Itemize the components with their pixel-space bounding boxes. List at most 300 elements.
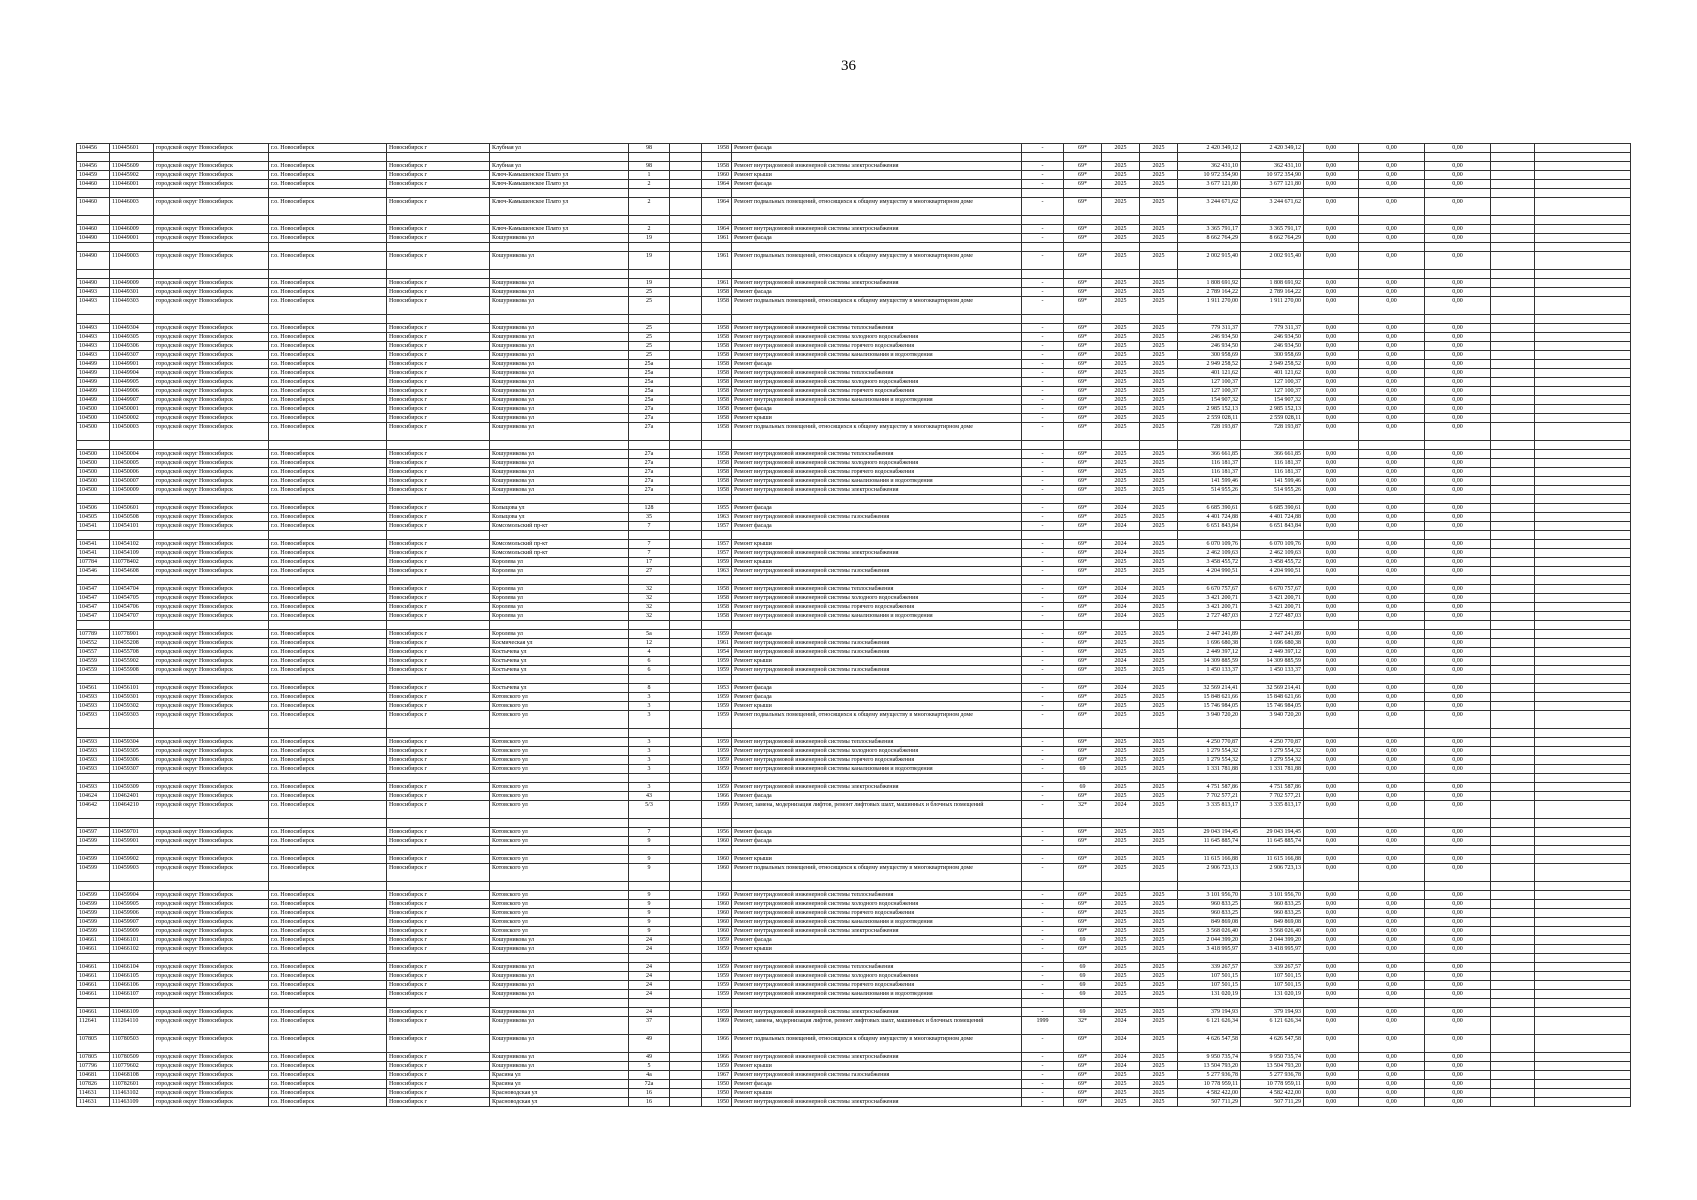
table-cell: 110450004	[110, 450, 154, 459]
table-cell: Кошурникова ул	[490, 387, 629, 396]
table-cell	[1535, 234, 1631, 243]
table-cell: -	[1022, 936, 1064, 945]
table-cell: -	[1022, 783, 1064, 792]
spacer-cell	[1140, 495, 1178, 504]
table-cell: 1 911 270,00	[1241, 297, 1304, 315]
table-row	[77, 738, 1631, 747]
spacer-cell	[1064, 729, 1102, 738]
table-cell: Ремонт внутридомовой инженерной системы канализования и водоотведения	[732, 765, 1022, 774]
spacer-cell	[702, 882, 732, 891]
table-cell: 2025	[1140, 144, 1178, 153]
spacer-cell	[1022, 243, 1064, 252]
table-cell: 110450601	[110, 504, 154, 513]
table-cell: 0,00	[1359, 504, 1425, 513]
table-cell: 0,00	[1359, 171, 1425, 180]
table-cell: 0,00	[1304, 909, 1359, 918]
table-cell: г.о. Новосибирск	[269, 891, 387, 900]
table-cell: г.о. Новосибирск	[269, 1080, 387, 1089]
table-cell	[1535, 1008, 1631, 1017]
table-cell: 110459309	[110, 783, 154, 792]
table-cell: 1960	[702, 864, 732, 882]
table-cell: Новосибирск г	[387, 1080, 490, 1089]
table-cell: 2025	[1140, 324, 1178, 333]
table-cell: 110449009	[110, 279, 154, 288]
table-cell: 0,00	[1425, 612, 1491, 621]
spacer-cell	[1178, 999, 1241, 1008]
table-cell: г.о. Новосибирск	[269, 504, 387, 513]
table-cell: г.о. Новосибирск	[269, 468, 387, 477]
table-cell: г.о. Новосибирск	[269, 405, 387, 414]
table-cell: 110449303	[110, 297, 154, 315]
table-cell: 72а	[629, 1080, 670, 1089]
table-cell: 0,00	[1425, 648, 1491, 657]
table-cell: 0,00	[1304, 1071, 1359, 1080]
table-cell: Новосибирск г	[387, 603, 490, 612]
table-cell: 69*	[1064, 612, 1102, 621]
table-cell: 69*	[1064, 684, 1102, 693]
table-cell: 1958	[702, 144, 732, 153]
table-cell: 0,00	[1359, 450, 1425, 459]
spacer-cell	[629, 729, 670, 738]
spacer-cell	[1064, 576, 1102, 585]
table-cell: г.о. Новосибирск	[269, 333, 387, 342]
table-cell	[1535, 1080, 1631, 1089]
table-cell: 2025	[1140, 333, 1178, 342]
table-cell: 1961	[702, 234, 732, 243]
table-cell: 107805	[77, 1035, 110, 1053]
table-cell: 0,00	[1425, 522, 1491, 531]
table-cell: Комсомольский пр-кт	[490, 540, 629, 549]
table-row	[77, 801, 1631, 819]
table-cell: городской округ Новосибирск	[154, 900, 269, 909]
table-cell: Ремонт внутридомовой инженерной системы канализования и водоотведения	[732, 918, 1022, 927]
spacer-cell	[1022, 621, 1064, 630]
table-cell: 2024	[1102, 522, 1140, 531]
spacer-cell	[1064, 270, 1102, 279]
spacer-cell	[269, 495, 387, 504]
table-cell: 0,00	[1359, 630, 1425, 639]
table-cell: 10 778 959,11	[1178, 1080, 1241, 1089]
spacer-cell	[1359, 621, 1425, 630]
table-cell: 2 462 109,63	[1241, 549, 1304, 558]
table-cell: Кошурникова ул	[490, 396, 629, 405]
spacer-cell	[269, 729, 387, 738]
table-cell	[1491, 279, 1535, 288]
table-cell: городской округ Новосибирск	[154, 1089, 269, 1098]
table-cell: 366 661,85	[1178, 450, 1241, 459]
table-cell: Ремонт внутридомовой инженерной системы холодного водоснабжения	[732, 459, 1022, 468]
spacer-cell	[1022, 576, 1064, 585]
table-cell	[670, 747, 702, 756]
table-cell: -	[1022, 351, 1064, 360]
table-cell: 1958	[702, 378, 732, 387]
table-cell: Новосибирск г	[387, 513, 490, 522]
table-cell: 107 501,15	[1241, 981, 1304, 990]
spacer-cell	[110, 315, 154, 324]
table-cell: 27а	[629, 477, 670, 486]
table-cell: Костычева ул	[490, 657, 629, 666]
table-cell: 2025	[1140, 738, 1178, 747]
table-cell: 110459903	[110, 864, 154, 882]
table-cell: Новосибирск г	[387, 297, 490, 315]
table-cell	[1491, 801, 1535, 819]
table-cell: -	[1022, 981, 1064, 990]
spacer-cell	[1491, 846, 1535, 855]
table-cell: 104499	[77, 396, 110, 405]
table-cell: 2025	[1102, 342, 1140, 351]
table-cell: 10 972 354,90	[1178, 171, 1241, 180]
table-row	[77, 171, 1631, 180]
table-cell	[1491, 792, 1535, 801]
table-cell: 69*	[1064, 522, 1102, 531]
spacer-cell	[269, 270, 387, 279]
table-cell: городской округ Новосибирск	[154, 369, 269, 378]
table-cell: 1959	[702, 657, 732, 666]
spacer-cell	[1359, 954, 1425, 963]
table-cell: 1964	[702, 198, 732, 216]
table-cell: 25а	[629, 369, 670, 378]
table-cell: -	[1022, 792, 1064, 801]
spacer-cell	[1241, 729, 1304, 738]
table-cell: -	[1022, 540, 1064, 549]
table-cell: 110454101	[110, 522, 154, 531]
table-cell: Ремонт фасада	[732, 180, 1022, 189]
table-cell: 2025	[1102, 1071, 1140, 1080]
table-cell: Новосибирск г	[387, 783, 490, 792]
table-cell: 0,00	[1304, 594, 1359, 603]
table-cell: 0,00	[1304, 747, 1359, 756]
table-cell: Ремонт внутридомовой инженерной системы канализования и водоотведения	[732, 990, 1022, 999]
spacer-cell	[1140, 729, 1178, 738]
table-cell: 2024	[1102, 684, 1140, 693]
table-cell: городской округ Новосибирск	[154, 792, 269, 801]
spacer-cell	[1102, 495, 1140, 504]
table-cell: 2025	[1140, 837, 1178, 846]
table-cell: 2 002 915,40	[1241, 252, 1304, 270]
table-cell: г.о. Новосибирск	[269, 513, 387, 522]
table-cell: -	[1022, 585, 1064, 594]
table-cell: Новосибирск г	[387, 927, 490, 936]
table-cell	[1491, 666, 1535, 675]
table-cell: 3 940 720,20	[1241, 711, 1304, 729]
table-cell: Ремонт внутридомовой инженерной системы горячего водоснабжения	[732, 909, 1022, 918]
table-cell	[1535, 378, 1631, 387]
table-cell: Ремонт фасада	[732, 828, 1022, 837]
spacer-cell	[269, 999, 387, 1008]
spacer-cell	[1304, 243, 1359, 252]
table-row	[77, 693, 1631, 702]
table-cell: 0,00	[1304, 612, 1359, 621]
table-cell: -	[1022, 378, 1064, 387]
table-cell: 43	[629, 792, 670, 801]
spacer-cell	[1491, 531, 1535, 540]
spacer-cell	[269, 531, 387, 540]
spacer-cell	[1491, 315, 1535, 324]
table-cell: 2025	[1140, 1089, 1178, 1098]
table-cell: 0,00	[1359, 864, 1425, 882]
spacer-cell	[387, 954, 490, 963]
table-cell: 0,00	[1425, 504, 1491, 513]
table-cell: 3 940 720,20	[1178, 711, 1241, 729]
table-cell: Ремонт подвальных помещений, относящихся к общему имуществу в многоквартирном доме	[732, 711, 1022, 729]
table-cell: Ремонт подвальных помещений, относящихся к общему имуществу в многоквартирном доме	[732, 1035, 1022, 1053]
table-cell: 131 020,19	[1178, 990, 1241, 999]
table-cell: 4 250 770,87	[1178, 738, 1241, 747]
table-cell: 2025	[1102, 558, 1140, 567]
table-cell: 2025	[1140, 603, 1178, 612]
table-cell: 110456101	[110, 684, 154, 693]
table-cell: Новосибирск г	[387, 279, 490, 288]
table-cell: 2025	[1102, 414, 1140, 423]
spacer-cell	[1064, 531, 1102, 540]
table-cell: -	[1022, 279, 1064, 288]
table-cell: 3 421 200,71	[1241, 594, 1304, 603]
table-cell: городской округ Новосибирск	[154, 468, 269, 477]
table-cell: 2025	[1140, 522, 1178, 531]
table-cell: 0,00	[1304, 477, 1359, 486]
table-cell: 1959	[702, 972, 732, 981]
table-cell: 0,00	[1304, 486, 1359, 495]
table-cell: 2 447 241,89	[1241, 630, 1304, 639]
table-cell	[1491, 990, 1535, 999]
table-cell: г.о. Новосибирск	[269, 990, 387, 999]
table-cell: 2025	[1102, 225, 1140, 234]
table-cell	[1491, 522, 1535, 531]
table-cell: 127 100,37	[1241, 378, 1304, 387]
table-cell: 1959	[702, 666, 732, 675]
table-cell: Костычева ул	[490, 684, 629, 693]
spacer-cell	[1064, 495, 1102, 504]
table-cell: 1955	[702, 504, 732, 513]
spacer-cell	[1359, 189, 1425, 198]
table-cell: 2025	[1102, 864, 1140, 882]
table-cell	[1535, 1035, 1631, 1053]
table-cell: городской округ Новосибирск	[154, 342, 269, 351]
table-cell: городской округ Новосибирск	[154, 837, 269, 846]
table-cell: г.о. Новосибирск	[269, 1098, 387, 1107]
table-cell	[1535, 423, 1631, 441]
spacer-cell	[154, 315, 269, 324]
spacer-cell	[1241, 999, 1304, 1008]
spacer-cell	[1022, 216, 1064, 225]
table-cell: 7	[629, 828, 670, 837]
spacer-cell	[110, 216, 154, 225]
table-cell: г.о. Новосибирск	[269, 477, 387, 486]
table-cell: 110778402	[110, 558, 154, 567]
spacer-cell	[1425, 675, 1491, 684]
table-cell: 69*	[1064, 630, 1102, 639]
table-cell: 16	[629, 1089, 670, 1098]
table-cell: 0,00	[1359, 180, 1425, 189]
table-cell: 401 121,62	[1241, 369, 1304, 378]
table-cell: 1999	[702, 801, 732, 819]
table-cell: 2024	[1102, 801, 1140, 819]
table-cell: 107805	[77, 1053, 110, 1062]
table-cell: 1958	[702, 414, 732, 423]
table-cell: Новосибирск г	[387, 423, 490, 441]
spacer-cell	[1102, 216, 1140, 225]
table-cell: 2025	[1102, 702, 1140, 711]
table-cell: 1960	[702, 927, 732, 936]
table-cell: г.о. Новосибирск	[269, 549, 387, 558]
spacer-cell	[490, 576, 629, 585]
table-cell: 0,00	[1425, 342, 1491, 351]
table-cell: 0,00	[1425, 630, 1491, 639]
table-cell: г.о. Новосибирск	[269, 1062, 387, 1071]
spacer-cell	[1064, 243, 1102, 252]
table-cell: 107789	[77, 630, 110, 639]
table-cell: 2025	[1102, 171, 1140, 180]
spacer-cell	[1241, 243, 1304, 252]
table-cell: 0,00	[1425, 171, 1491, 180]
table-cell: 0,00	[1304, 918, 1359, 927]
table-row	[77, 567, 1631, 576]
table-cell: 6 651 843,84	[1178, 522, 1241, 531]
table-cell: городской округ Новосибирск	[154, 1017, 269, 1035]
spacer-cell	[1425, 576, 1491, 585]
table-cell	[670, 1017, 702, 1035]
table-cell: 7	[629, 522, 670, 531]
table-cell: 69	[1064, 963, 1102, 972]
table-cell: 24	[629, 990, 670, 999]
table-cell: 69*	[1064, 1071, 1102, 1080]
table-cell: 0,00	[1425, 567, 1491, 576]
table-cell: 0,00	[1359, 684, 1425, 693]
table-cell: 2025	[1140, 369, 1178, 378]
table-cell: 6 121 626,34	[1241, 1017, 1304, 1035]
table-cell: 4 401 724,88	[1178, 513, 1241, 522]
table-cell: Новосибирск г	[387, 288, 490, 297]
spacer-cell	[269, 189, 387, 198]
table-cell: 0,00	[1425, 792, 1491, 801]
table-cell: 104493	[77, 288, 110, 297]
spacer-cell	[1241, 495, 1304, 504]
table-cell: 2025	[1102, 972, 1140, 981]
table-row	[77, 891, 1631, 900]
table-cell: 2 420 349,12	[1178, 144, 1241, 153]
table-cell: 104541	[77, 549, 110, 558]
table-cell: -	[1022, 837, 1064, 846]
table-cell: 69*	[1064, 756, 1102, 765]
table-cell: 2025	[1140, 549, 1178, 558]
table-cell: 104500	[77, 450, 110, 459]
table-cell	[1491, 927, 1535, 936]
table-cell	[1491, 567, 1535, 576]
table-cell: 0,00	[1304, 1008, 1359, 1017]
spacer-cell	[77, 189, 110, 198]
spacer-cell	[1535, 315, 1631, 324]
spacer-cell	[1102, 819, 1140, 828]
spacer-cell	[1425, 999, 1491, 1008]
table-row	[77, 252, 1631, 270]
table-cell	[1491, 1053, 1535, 1062]
table-cell: -	[1022, 342, 1064, 351]
table-cell: 2025	[1140, 342, 1178, 351]
table-cell	[670, 468, 702, 477]
spacer-cell	[77, 531, 110, 540]
table-cell: г.о. Новосибирск	[269, 765, 387, 774]
table-cell: 110449907	[110, 396, 154, 405]
table-cell: 1959	[702, 783, 732, 792]
table-cell: Котовского ул	[490, 801, 629, 819]
spacer-cell	[670, 774, 702, 783]
table-cell: 107826	[77, 1080, 110, 1089]
table-cell: 2025	[1102, 333, 1140, 342]
table-cell: 110466104	[110, 963, 154, 972]
spacer-cell	[702, 621, 732, 630]
spacer-cell	[110, 441, 154, 450]
table-cell	[1535, 513, 1631, 522]
table-cell: Ремонт внутридомовой инженерной системы теплоснабжения	[732, 963, 1022, 972]
table-cell: 111264110	[110, 1017, 154, 1035]
table-cell: городской округ Новосибирск	[154, 585, 269, 594]
table-row	[77, 783, 1631, 792]
table-cell: 112641	[77, 1017, 110, 1035]
table-cell: 0,00	[1304, 180, 1359, 189]
table-cell: 1959	[702, 945, 732, 954]
table-cell: -	[1022, 468, 1064, 477]
table-row	[77, 927, 1631, 936]
table-cell	[1491, 486, 1535, 495]
table-cell	[1535, 144, 1631, 153]
table-cell: городской округ Новосибирск	[154, 756, 269, 765]
table-cell: Ремонт внутридомовой инженерной системы горячего водоснабжения	[732, 756, 1022, 765]
row-spacer	[77, 774, 1631, 783]
spacer-cell	[110, 882, 154, 891]
table-cell: 0,00	[1304, 927, 1359, 936]
table-cell: г.о. Новосибирск	[269, 801, 387, 819]
table-cell: 110468108	[110, 1071, 154, 1080]
table-cell: 2024	[1102, 612, 1140, 621]
table-cell: 69*	[1064, 585, 1102, 594]
table-cell	[670, 180, 702, 189]
table-cell: 2 420 349,12	[1241, 144, 1304, 153]
spacer-cell	[702, 153, 732, 162]
table-cell: 2025	[1102, 378, 1140, 387]
spacer-cell	[732, 621, 1022, 630]
spacer-cell	[732, 531, 1022, 540]
table-cell	[670, 414, 702, 423]
table-cell: 3 568 026,40	[1241, 927, 1304, 936]
table-cell	[1535, 171, 1631, 180]
table-cell: 2025	[1140, 279, 1178, 288]
table-cell: 2025	[1140, 1053, 1178, 1062]
spacer-cell	[490, 774, 629, 783]
table-cell: Ремонт внутридомовой инженерной системы теплоснабжения	[732, 450, 1022, 459]
table-cell	[1491, 684, 1535, 693]
table-cell: 1958	[702, 468, 732, 477]
spacer-cell	[77, 576, 110, 585]
table-cell: Королева ул	[490, 612, 629, 621]
spacer-cell	[629, 531, 670, 540]
table-cell: 69*	[1064, 711, 1102, 729]
table-cell: Ремонт крыши	[732, 855, 1022, 864]
table-cell: 0,00	[1304, 279, 1359, 288]
table-cell	[1535, 756, 1631, 765]
table-cell: -	[1022, 738, 1064, 747]
table-cell: 246 934,50	[1241, 333, 1304, 342]
table-cell: Новосибирск г	[387, 1035, 490, 1053]
table-cell	[670, 927, 702, 936]
table-cell	[1491, 1062, 1535, 1071]
table-cell: 116 181,37	[1178, 459, 1241, 468]
spacer-cell	[490, 954, 629, 963]
table-cell: 2025	[1102, 756, 1140, 765]
table-cell: 110449307	[110, 351, 154, 360]
table-cell: 104599	[77, 918, 110, 927]
table-cell: 110459701	[110, 828, 154, 837]
table-cell: 104490	[77, 279, 110, 288]
